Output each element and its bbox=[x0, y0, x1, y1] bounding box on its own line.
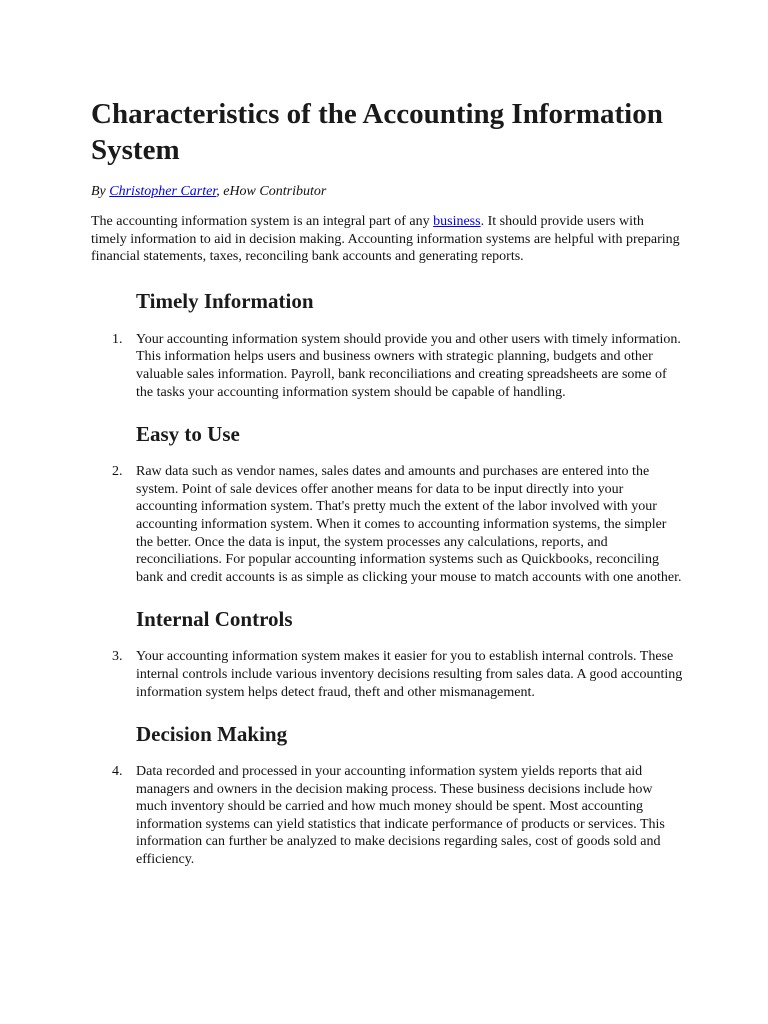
business-link[interactable]: business bbox=[433, 214, 481, 229]
section-heading-decision-making: Decision Making bbox=[136, 722, 288, 747]
article bbox=[91, 96, 683, 869]
list-item bbox=[91, 763, 683, 869]
list-item bbox=[91, 463, 683, 586]
byline bbox=[91, 183, 683, 200]
section-heading-easy-to-use: Easy to Use bbox=[136, 422, 240, 447]
list-item bbox=[91, 331, 683, 401]
intro-paragraph bbox=[91, 213, 683, 266]
author-link[interactable]: Christopher Carter bbox=[109, 184, 217, 199]
byline-prefix: By bbox=[91, 184, 110, 199]
intro-text-start: The accounting information system is an integral part of any bbox=[91, 214, 434, 229]
list-item-number: 4. bbox=[112, 764, 123, 780]
list-item-number: 2. bbox=[112, 464, 123, 480]
list-item-number: 3. bbox=[112, 649, 123, 665]
list-item bbox=[91, 648, 683, 701]
section-heading-internal-controls: Internal Controls bbox=[136, 607, 293, 632]
page-title: Characteristics of the Accounting Information System bbox=[91, 98, 663, 166]
section-heading-timely-information: Timely Information bbox=[136, 288, 314, 313]
list-item-number: 1. bbox=[112, 331, 123, 347]
list-item-text: Your accounting information system makes it easier for you to establish internal controls. These internal controls include various inventory decisions resulting from sales data. A good accounting information system helps detect fraud, theft and other mismanagement. bbox=[136, 649, 683, 700]
list-item-text: Your accounting information system should provide you and other users with timely information. This information helps users and business owners with strategic planning, budgets and other valuable sales information. Payroll, bank reconciliations and creating spreadsheets are some of the tasks your accounting information system should be capable of handling. bbox=[136, 331, 681, 400]
byline-suffix: , eHow Contributor bbox=[216, 184, 327, 199]
list-item-text: Data recorded and processed in your accounting information system yields reports that aid managers and owners in the decision making process. These business decisions include how much inventory should be carried and how much money should be spent. Most accounting information systems can yield statistics that indicate performance of products or services. This information can further be analyzed to make decisions regarding sales, cost of goods sold and efficiency. bbox=[136, 764, 665, 868]
list-item-text: Raw data such as vendor names, sales dates and amounts and purchases are entered into the system. Point of sale devices offer another means for data to be input directly into your accounting information system. That's pretty much the extent of the labor involved with your accounting information system. When it comes to accounting information systems, the simpler the better. Once the data is input, the system processes any calculations, reports, and reconciliations. For popular accounting information systems such as Quickbooks, reconciling bank and credit accounts is as simple as clicking your mouse to match accounts with one another. bbox=[136, 464, 682, 585]
intro-text-end: . It should provide users with timely information to aid in decision making. Accounting information systems are helpful with preparing financial statements, taxes, reconciling bank accounts and generating reports. bbox=[91, 214, 680, 265]
